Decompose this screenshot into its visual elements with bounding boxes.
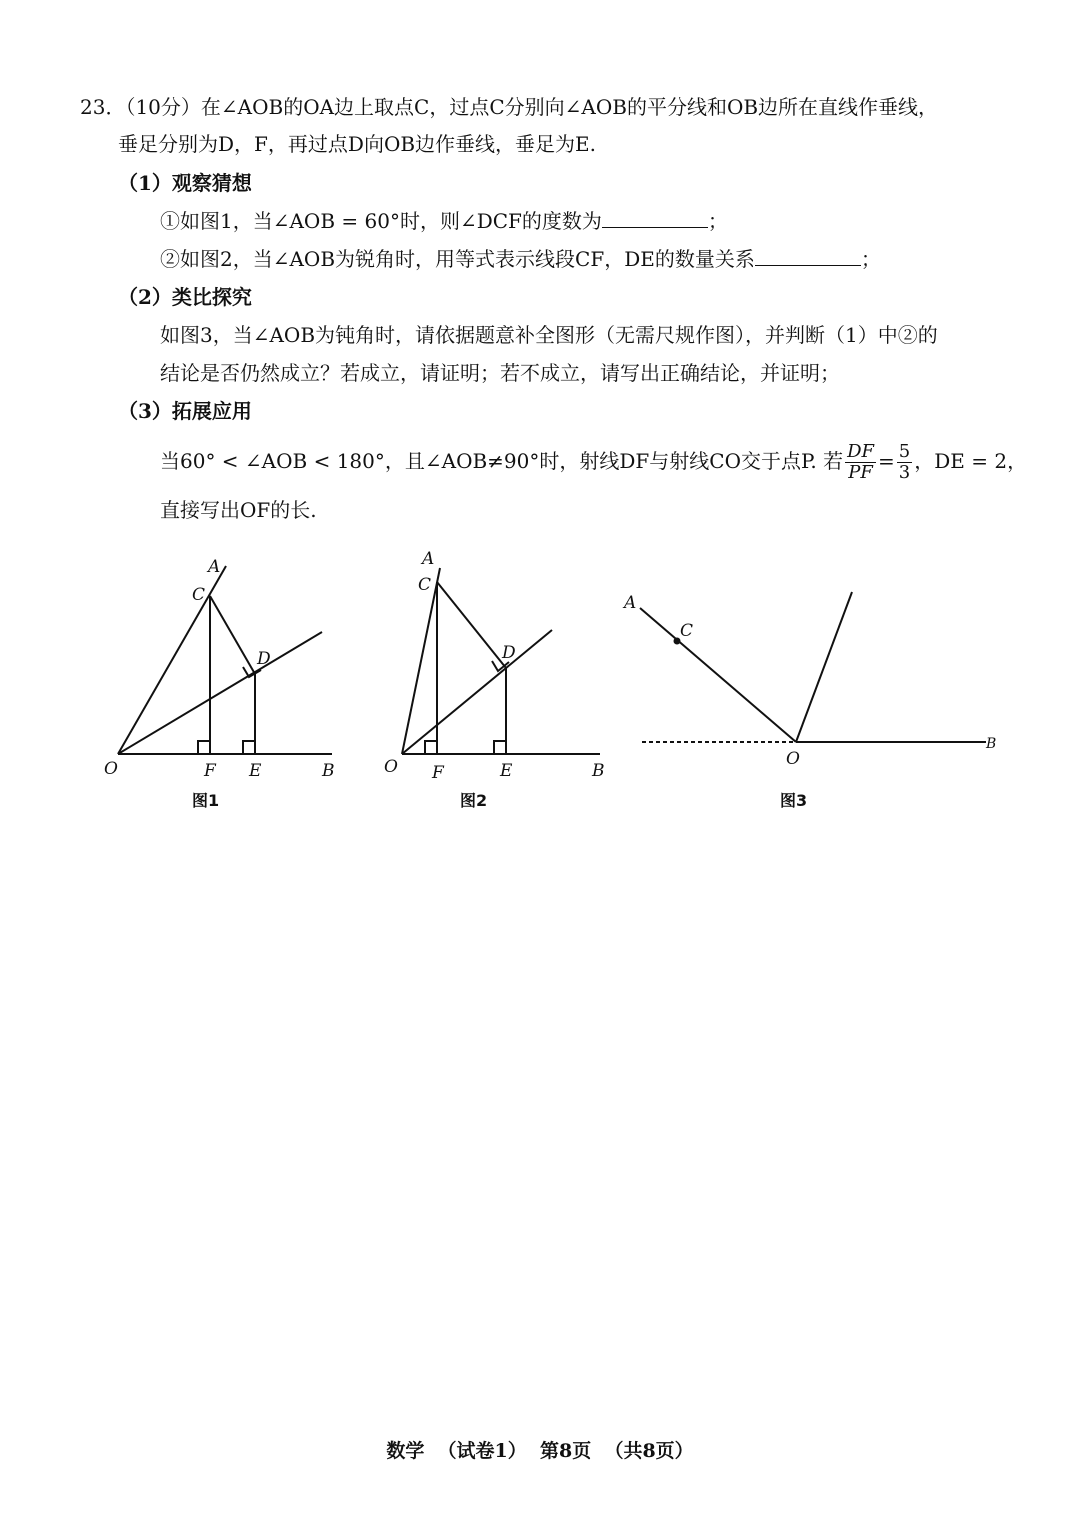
ray-oa [640, 608, 796, 742]
right-angle-f [198, 741, 210, 754]
label-c: C [192, 585, 206, 605]
label-b: B [322, 761, 335, 781]
label-c: C [680, 621, 694, 641]
label-o: O [786, 749, 800, 769]
part1-heading: （1）观察猜想 [118, 171, 252, 195]
part1-item2-text: ②如图2，当∠AOB为锐角时，用等式表示线段CF，DE的数量关系 [160, 247, 755, 271]
bisector-ray [796, 592, 852, 742]
label-d: D [257, 649, 271, 669]
part2-line2: 结论是否仍然成立？若成立，请证明；若不成立，请写出正确结论，并证明； [160, 361, 840, 385]
right-angle-f [425, 741, 437, 754]
part2-heading: （2）类比探究 [118, 285, 252, 309]
figure-3-diagram [620, 550, 1010, 790]
part1-item2 [160, 246, 881, 272]
figure-2-caption: 图2 [460, 791, 488, 810]
figure-1-caption: 图1 [192, 791, 220, 810]
question-stem-line1: 23．（10分）在∠AOB的OA边上取点C，过点C分别向∠AOB的平分线和OB边所在直线作垂线， [80, 95, 939, 119]
segment-cd [437, 582, 506, 668]
label-o: O [384, 757, 398, 777]
answer-blank-1[interactable] [602, 209, 708, 228]
label-c: C [418, 575, 432, 595]
question-points: （10分） [125, 95, 201, 119]
part1-item2-end: ； [860, 247, 881, 271]
right-angle-e [494, 741, 506, 754]
label-d: D [502, 643, 516, 663]
question-stem-text1: 在∠AOB的OA边上取点C，过点C分别向∠AOB的平分线和OB边所在直线作垂线， [200, 95, 939, 119]
question-stem-line2: 垂足分别为D，F，再过点D向OB边作垂线，垂足为E. [118, 132, 596, 156]
page-footer: 数学 （试卷1） 第8页 （共8页） [386, 1440, 694, 1462]
part1-item1-text: ①如图1，当∠AOB = 60°时，则∠DCF的度数为 [160, 209, 602, 233]
answer-blank-2[interactable] [755, 247, 861, 266]
label-a: A [624, 593, 637, 613]
figure-2-diagram [380, 550, 620, 790]
part3-line1: 当60° < ∠AOB < 180°，且∠AOB≠90°时，射线DF与射线CO交于点P. 若 $\frac{DF}{PF}$ = $\frac{5}{3}$ ，DE = 2， [160, 441, 1028, 483]
label-f: F [432, 763, 444, 783]
label-o: O [104, 759, 118, 779]
figure-1 [100, 550, 350, 790]
fraction-5-3: $\frac{5}{3}$ [898, 441, 911, 483]
segment-cd [210, 596, 255, 674]
figure-2 [380, 550, 620, 790]
figure-3 [620, 550, 1010, 790]
part1-item1 [160, 208, 728, 234]
part3-heading: （3）拓展应用 [118, 399, 252, 423]
label-a: A [422, 550, 435, 569]
label-a: A [208, 557, 221, 577]
part3-line2: 直接写出OF的长. [160, 498, 317, 522]
part2-line1: 如图3，当∠AOB为钝角时，请依据题意补全图形（无需尺规作图），并判断（1）中②的 [160, 323, 938, 347]
right-angle-e [243, 741, 255, 754]
label-f: F [204, 761, 216, 781]
angle-bisector [118, 632, 322, 754]
fraction-df-pf: $\frac{DF}{PF}$ [847, 441, 875, 483]
part3-line1-text: 当60° < ∠AOB < 180°，且∠AOB≠90°时，射线DF与射线CO交于点P. 若 [160, 449, 844, 473]
label-e: E [249, 761, 262, 781]
label-e: E [500, 761, 513, 781]
label-b: B [986, 736, 997, 752]
part1-item1-end: ； [707, 209, 728, 233]
label-b: B [592, 761, 605, 781]
figure-1-diagram [100, 550, 350, 790]
figure-3-caption: 图3 [780, 791, 808, 810]
part3-line1-end: ，DE = 2， [914, 449, 1028, 473]
question-number: 23 [80, 95, 106, 119]
